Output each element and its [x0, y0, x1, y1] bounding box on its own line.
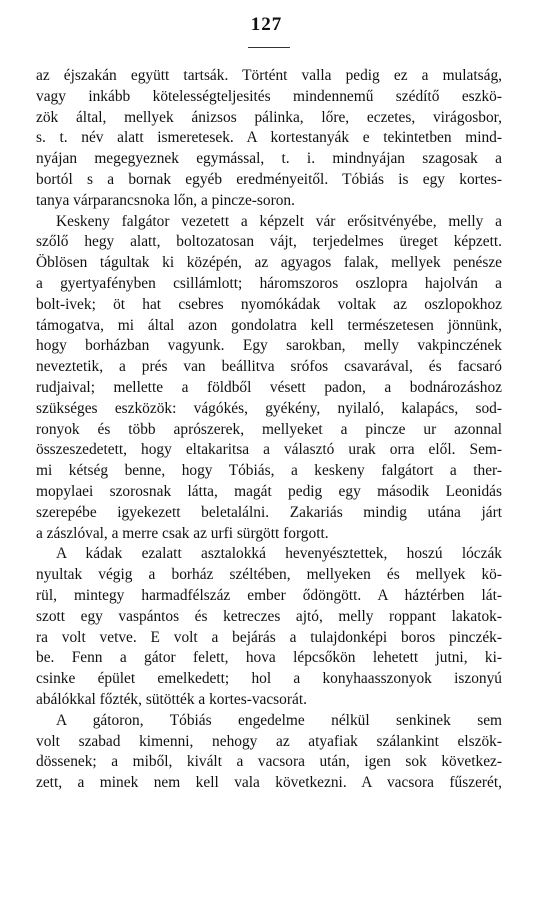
text-line: mopylaei szorosnak látta, magát pedig egy második Leonidás	[36, 482, 502, 500]
text-line: szőlő hegy alatt, boltozatosan vájt, terjedelmes üreget képzett.	[36, 233, 502, 251]
text-line: abálókkal főzték, sütötték a kortes-vacsorát.	[36, 690, 307, 708]
text-line: csinke épület emelkedett; hol a konyhaasszonyok iszonyú	[36, 670, 502, 688]
text-line: zök által, mellyek ánizsos pálinka, lőre, eczetes, virágosbor,	[36, 108, 502, 126]
text-line: zett, a minek nem kell vala következni. A vacsora fűszerét,	[36, 774, 502, 792]
text-line: bortól s a bornak egyéb eredményeitől. Tóbiás is egy kortes-	[36, 170, 502, 188]
text-line: tanya várparancsnoka lőn, a pincze-soron.	[36, 191, 295, 209]
text-line: nyultak végig a borház széltében, mellyeken és mellyek kö-	[36, 566, 502, 584]
text-line: be. Fenn a gátor felett, hova lépcsőkön lehetett jutni, ki-	[36, 649, 502, 667]
text-line: s. t. név alatt ismeretesek. A kortestanyák e tekintetben mind-	[36, 129, 502, 147]
header-rule	[248, 47, 290, 48]
text-line: a zászlóval, a merre csak az urfi sürgött forgott.	[36, 524, 329, 542]
text-line: nyájan megegyeznek egymással, t. i. mindnyájan szagosak a	[36, 150, 502, 168]
text-line: szerepébe igyekezett beletalálni. Zakariás mindig utána járt	[36, 503, 502, 521]
text-line: szott egy vaspántos és ketreczes ajtó, melly roppant lakatok-	[36, 607, 502, 625]
text-line: mi kétség benne, hogy Tóbiás, a keskeny falgátort a ther-	[36, 462, 502, 480]
text-line: szükséges eszközök: vágókés, gyékény, nyilaló, kalapács, sod-	[36, 399, 502, 417]
text-line: rül, mintegy harmadfélszáz ember ődöngött. A háztérben lát-	[36, 586, 502, 604]
page-number: 127	[250, 14, 283, 35]
text-line: dössenek; a miből, kivált a vacsora után, igen sok következ-	[36, 753, 502, 771]
text-line: összeszedetett, hogy eltakaritsa a választó urak orra elől. Sem-	[36, 441, 502, 459]
text-line: Öblösen tágultak ki középén, az agyagos falak, mellyek penésze	[36, 254, 502, 272]
text-line: neveztetik, a prés van beállitva srófos csavarával, és facsaró	[36, 358, 502, 376]
text-line: bolt-ivek; öt hat csebres nyomókádak voltak az oszlopokhoz	[36, 295, 502, 313]
text-line: vagy inkább kötelességteljesités mindennemű szédítő eszkö-	[36, 87, 502, 105]
text-line: hogy borházban vagyunk. Egy sarokban, melly vakpinczének	[36, 337, 502, 355]
text-line: a gyertyafényben csillámlott; háromszoros oszlopra hajolván a	[36, 274, 502, 292]
text-line: ra volt vetve. E volt a bejárás a tulajdonképi boros pinczék-	[36, 628, 502, 646]
text-line: volt szabad kimenni, nehogy az atyafiak szálankint elszök-	[36, 732, 502, 750]
text-line: rudjaival; mellette a földből vésett padon, a bodnározáshoz	[36, 378, 502, 396]
text-line: Keskeny falgátor vezetett a képzelt vár erősitvényébe, melly a	[56, 212, 502, 230]
text-line: A gátoron, Tóbiás engedelme nélkül senkinek sem	[56, 711, 502, 729]
text-line: az éjszakán együtt tartsák. Történt valla pedig ez a mulatság,	[36, 67, 502, 84]
text-line: ronyok és több aprószerek, mellyeket a pincze ur azonnal	[36, 420, 502, 438]
body-text	[36, 66, 502, 794]
text-line: támogatva, mi által azon gondolatra kell természetesen jönnünk,	[36, 316, 502, 334]
text-line: A kádak ezalatt asztalokká hevenyésztettek, hoszú lóczák	[56, 545, 502, 563]
